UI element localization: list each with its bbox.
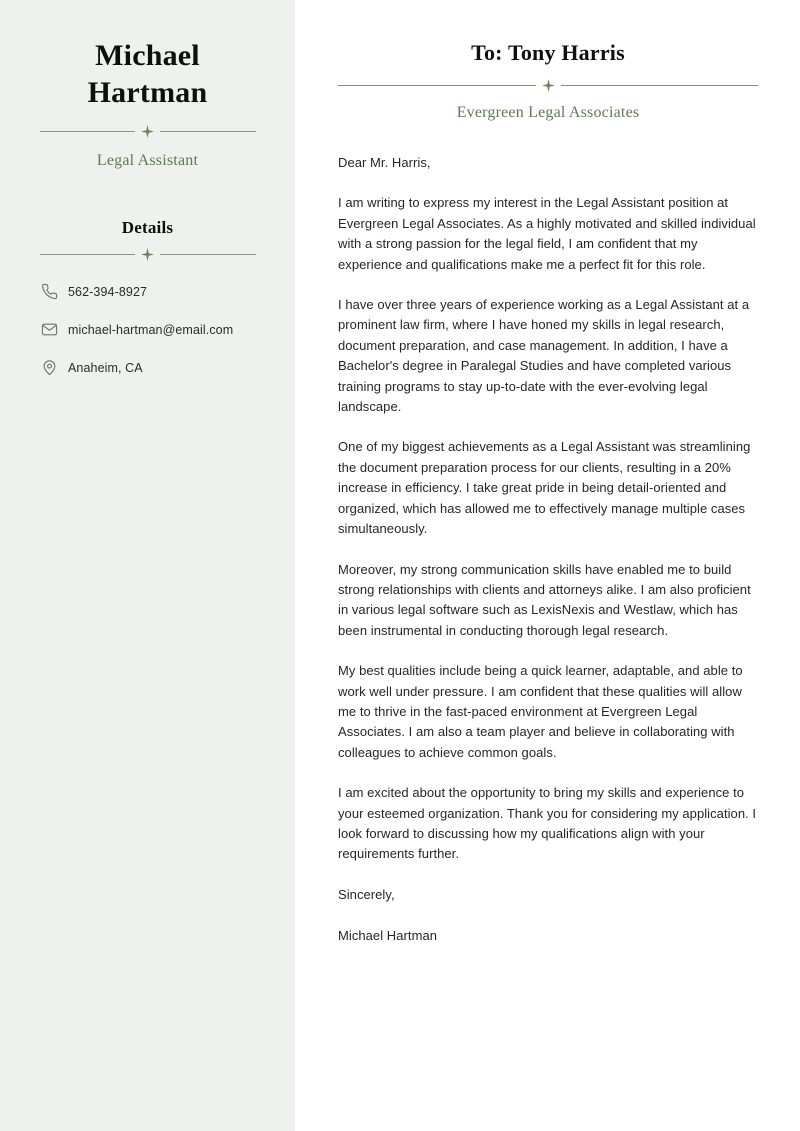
name-divider <box>40 125 256 138</box>
contact-list <box>0 283 295 376</box>
divider-rule-right <box>160 131 256 132</box>
sidebar <box>0 0 295 1131</box>
phone-icon <box>41 283 58 300</box>
contact-item-phone <box>41 283 295 300</box>
details-heading: Details <box>121 218 174 238</box>
applicant-name <box>0 38 295 111</box>
contact-phone-value: 562-394-8927 <box>68 284 148 299</box>
envelope-icon <box>41 321 58 338</box>
divider-rule-left <box>40 254 136 255</box>
recipient-heading: To: Tony Harris <box>471 40 625 65</box>
letter-paragraph: Moreover, my strong communication skills have enabled me to build strong relationships with clients and attorneys alike. I am also proficient in various legal software such as LexisNexis and Westlaw, which has been instrumental in conducting thorough legal research. <box>338 561 751 638</box>
four-point-star-icon <box>141 248 154 261</box>
company-name: Evergreen Legal Associates <box>456 104 640 121</box>
letter-paragraph: I am writing to express my interest in the Legal Assistant position at Evergreen Legal Associates. As a highly motivated and skilled individual with a strong passion for the legal field, I am confident that my experience and qualifications make me a perfect fit for this role. <box>338 195 756 272</box>
letter-paragraph: My best qualities include being a quick learner, adaptable, and able to work well under pressure. I am confident that these qualities will allow me to thrive in the fast-paced environment at Evergreen Legal Associates. I am also a team player and believe in collaborating with colleagues to achieve common goals. <box>338 663 743 760</box>
letter-closing: Sincerely, <box>338 886 395 902</box>
contact-item-location <box>41 359 295 376</box>
letter-body <box>338 153 758 947</box>
applicant-last-name: Hartman <box>87 75 208 109</box>
details-divider <box>40 248 256 261</box>
letter-panel <box>295 0 800 1131</box>
letter-paragraph: I am excited about the opportunity to bring my skills and experience to your esteemed organization. Thank you for considering my application. I look forward to discussing how my qualifications align with your requirements further. <box>338 785 757 862</box>
contact-item-email <box>41 321 295 338</box>
contact-email-value: michael-hartman@email.com <box>68 322 234 337</box>
contact-location-value: Anaheim, CA <box>68 360 143 375</box>
location-pin-icon <box>41 359 58 376</box>
divider-rule-right <box>561 85 759 86</box>
applicant-job-title: Legal Assistant <box>96 152 199 170</box>
applicant-first-name: Michael <box>95 39 200 72</box>
recipient-divider <box>338 79 758 92</box>
letter-paragraph: One of my biggest achievements as a Legal Assistant was streamlining the document preparation process for our clients, resulting in a 20% increase in efficiency. I take great pride in being detail-oriented and organized, which has allowed me to effectively manage multiple cases simultaneously. <box>338 439 751 537</box>
letter-signature: Michael Hartman <box>338 928 438 944</box>
letter-paragraph: I have over three years of experience working as a Legal Assistant at a prominent law firm, where I have honed my skills in legal research, document preparation, and case management. In addition, I have a Bachelor's degree in Paralegal Studies and have completed various training programs to stay up-to-date with the ever-evolving legal landscape. <box>338 297 750 415</box>
four-point-star-icon <box>542 79 555 92</box>
divider-rule-left <box>40 131 136 132</box>
four-point-star-icon <box>141 125 154 138</box>
divider-rule-left <box>338 85 536 86</box>
divider-rule-right <box>160 254 256 255</box>
letter-salutation: Dear Mr. Harris, <box>338 155 431 170</box>
